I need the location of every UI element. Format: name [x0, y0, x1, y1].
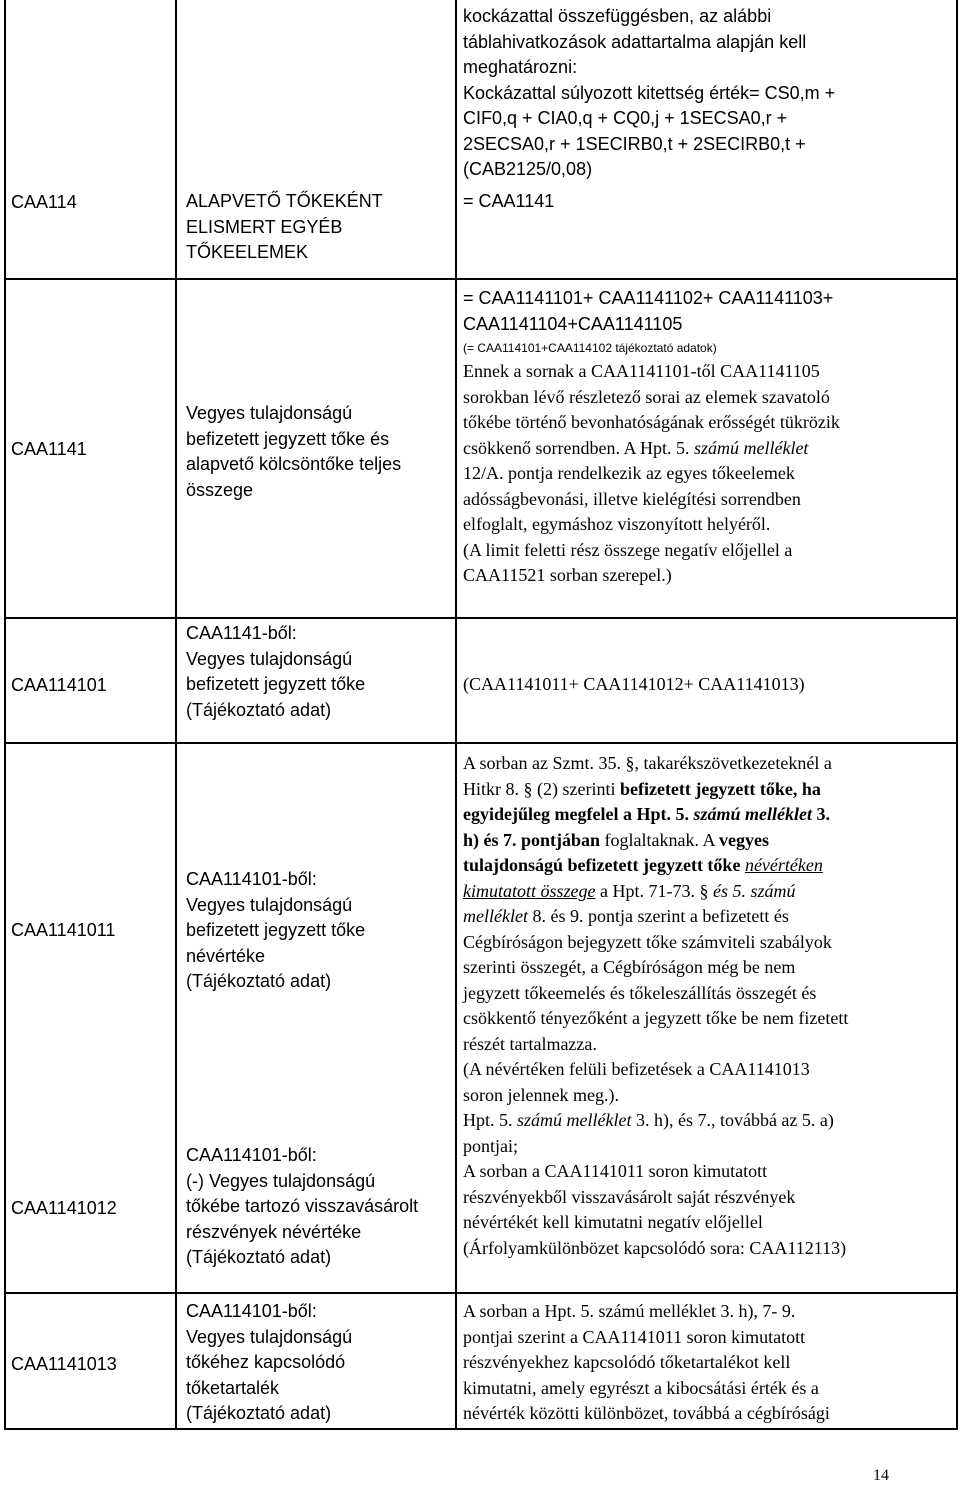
row-label: CAA114101-ből: Vegyes tulajdonságú tőkéhez kapcsolódó tőketartalék (Tájékoztató adat)	[186, 1301, 353, 1423]
row-divider	[4, 1428, 958, 1430]
table-border	[956, 0, 958, 1430]
row-code: CAA1141011	[11, 920, 116, 940]
description-caa1141: = CAA1141101+ CAA1141102+ CAA1141103+ CAA1141104+CAA1141105 (= CAA114101+CAA114102 tájékoztató adatok) Ennek a sornak a CAA1141101-től CAA1141105 sorokban lévő részletező sorai az elemek szavatoló tőkébe történő bevonhatóságának erősségét tükrözik csökkenő sorrendben. A Hpt. 5. számú melléklet 12/A. pontja rendelkezik az egyes tőkeelemek adósságbevonási, illetve kielégítési sorrendben elfoglalt, egymáshoz viszonyított helyéről. (A limit feletti rész összege negatív előjellel a CAA11521 sorban szerepel.)	[463, 288, 840, 585]
row-code: CAA1141	[11, 439, 87, 459]
table-border	[175, 0, 177, 1430]
row-code: CAA114101	[11, 675, 107, 695]
row-label: CAA114101-ből: Vegyes tulajdonságú befizetett jegyzett tőke névértéke (Tájékoztató adat)	[186, 869, 366, 991]
row-label: ALAPVETŐ TŐKEKÉNT ELISMERT EGYÉB TŐKEELEMEK	[186, 191, 383, 262]
row-label: CAA1141-ből: Vegyes tulajdonságú befizetett jegyzett tőke (Tájékoztató adat)	[186, 623, 366, 720]
description-caa1141011: A sorban az Szmt. 35. §, takarékszövetkezeteknél a Hitkr 8. § (2) szerinti befizetett jegyzett tőke, ha egyidejűleg megfelel a Hpt. 5. számú melléklet 3. h) és 7. pontjában foglaltaknak. A vegyes tulajdonságú befizetett jegyzett tőke névértéken kimutatott összege a Hpt. 71-73. § és 5. számú melléklet 8. és 9. pontja szerint a befizetett és Cégbíróságon bejegyzett tőke számviteli szabályok szerinti összegét, a Cégbíróságon még be nem jegyzett tőkeemelés és tőkeleszállítás összegét és csökkentő tényezőként a jegyzett tőke be nem fizetett részét tartalmazza. (A névértéken felüli befizetések a CAA1141013 soron jelennek meg.). Hpt. 5. számú melléklet 3. h), és 7., továbbá az 5. a) pontjai; A sorban a CAA1141011 soron kimutatott részvényekből visszavásárolt saját részvények névértékét kell kimutatni negatív előjellel (Árfolyamkülönbözet kapcsolódó sora: CAA112113)	[463, 753, 849, 1258]
description-top: kockázattal összefüggésben, az alábbi táblahivatkozások adattartalma alapján kell meghatározni: Kockázattal súlyozott kitettség érték= CS0,m + CIF0,q + CIA0,q + CQ0,j + 1SECSA0,r + 2SECSA0,r + 1SECIRB0,t + 2SECIRB0,t + (CAB2125/0,08)	[463, 6, 836, 179]
row-code: CAA1141012	[11, 1198, 117, 1218]
row-label: CAA114101-ből: (-) Vegyes tulajdonságú tőkébe tartozó visszavásárolt részvények névértéke (Tájékoztató adat)	[186, 1145, 419, 1267]
description-caa114: = CAA1141	[463, 191, 555, 211]
row-code: CAA1141013	[11, 1354, 117, 1374]
description-caa1141013: A sorban a Hpt. 5. számú melléklet 3. h), 7- 9. pontjai szerint a CAA1141011 soron kimutatott részvényekhez kapcsolódó tőketartalékot kell kimutatni, amely egyrészt a kibocsátási érték és a névérték közötti különbözet, továbbá a cégbírósági	[463, 1301, 830, 1423]
row-divider	[4, 742, 958, 744]
row-code: CAA114	[11, 192, 77, 212]
row-divider	[4, 278, 958, 280]
page-number: 14	[873, 1467, 889, 1484]
description-caa114101: (CAA1141011+ CAA1141012+ CAA1141013)	[463, 674, 805, 694]
row-divider	[4, 1292, 958, 1294]
row-label: Vegyes tulajdonságú befizetett jegyzett tőke és alapvető kölcsöntőke teljes összege	[186, 403, 402, 500]
table-border	[4, 0, 6, 1430]
row-divider	[4, 617, 958, 619]
